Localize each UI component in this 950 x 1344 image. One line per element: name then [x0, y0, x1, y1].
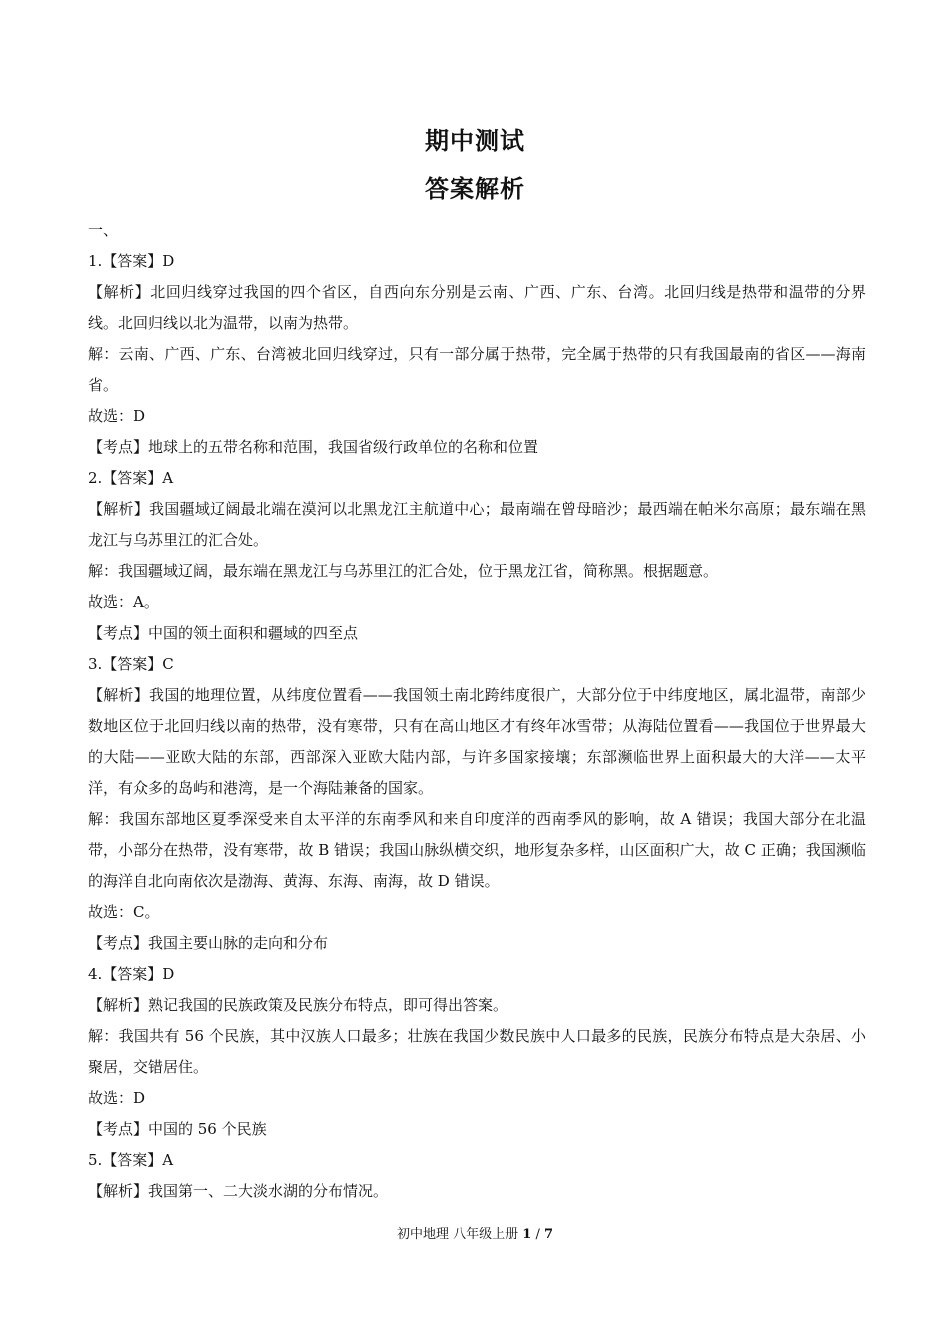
- q2-choice: 故选：A。: [88, 593, 159, 611]
- page-title: 期中测试: [425, 127, 525, 155]
- q4-analysis: 【解析】熟记我国的民族政策及民族分布特点，即可得出答案。: [88, 996, 509, 1014]
- q1-point: 【考点】地球上的五带名称和范围，我国省级行政单位的名称和位置: [88, 438, 539, 456]
- q2-point: 【考点】中国的领土面积和疆域的四至点: [88, 624, 359, 642]
- q1-choice: 故选：D: [88, 407, 146, 425]
- q3-answer: 3.【答案】C: [88, 655, 174, 673]
- q4-choice: 故选：D: [88, 1089, 146, 1107]
- footer-page-current: 1: [522, 1227, 532, 1242]
- footer-subject: 初中地理 八年级上册: [396, 1227, 519, 1242]
- page-subtitle: 答案解析: [425, 175, 525, 203]
- answer-content: [88, 215, 866, 1207]
- q1-solution: 解：云南、广西、广东、台湾被北回归线穿过，只有一部分属于热带，完全属于热带的只有我国最南的省区——海南省。: [88, 345, 866, 394]
- q3-solution: 解：我国东部地区夏季深受来自太平洋的东南季风和来自印度洋的西南季风的影响，故 A 错误；我国大部分在北温带，小部分在热带，没有寒带，故 B 错误；我国山脉纵横交织，地形复杂多样，山区面积广大，故 C 正确；我国濒临的海洋自北向南依次是渤海、黄海、东海、南海，故 D 错误。: [88, 810, 866, 890]
- footer-page-separator: /: [535, 1227, 540, 1242]
- q2-answer: 2.【答案】A: [88, 469, 174, 487]
- q3-point: 【考点】我国主要山脉的走向和分布: [88, 934, 329, 952]
- q1-analysis: 【解析】北回归线穿过我国的四个省区，自西向东分别是云南、广西、广东、台湾。北回归线是热带和温带的分界线。北回归线以北为温带，以南为热带。: [88, 283, 866, 332]
- q3-analysis: 【解析】我国的地理位置，从纬度位置看——我国领土南北跨纬度很广，大部分位于中纬度地区，属北温带，南部少数地区位于北回归线以南的热带，没有寒带，只有在高山地区才有终年冰雪带；从海陆位置看——我国位于世界最大的大陆——亚欧大陆的东部，西部深入亚欧大陆内部，与许多国家接壤；东部濒临世界上面积最大的大洋——太平洋，有众多的岛屿和港湾，是一个海陆兼备的国家。: [88, 686, 866, 797]
- q2-solution: 解：我国疆域辽阔，最东端在黑龙江与乌苏里江的汇合处，位于黑龙江省，简称黑。根据题意。: [88, 562, 719, 580]
- page-footer: [0, 1225, 950, 1245]
- section-label: 一、: [88, 221, 119, 239]
- q5-analysis: 【解析】我国第一、二大淡水湖的分布情况。: [88, 1182, 389, 1200]
- q2-analysis: 【解析】我国疆域辽阔最北端在漠河以北黑龙江主航道中心；最南端在曾母暗沙；最西端在帕米尔高原；最东端在黑龙江与乌苏里江的汇合处。: [88, 500, 866, 549]
- q4-answer: 4.【答案】D: [88, 965, 175, 983]
- q3-choice: 故选：C。: [88, 903, 160, 921]
- footer-page-total: 7: [543, 1227, 554, 1242]
- q1-answer: 1.【答案】D: [88, 252, 175, 270]
- q4-point: 【考点】中国的 56 个民族: [88, 1120, 267, 1138]
- q5-answer: 5.【答案】A: [88, 1151, 174, 1169]
- q4-solution: 解：我国共有 56 个民族，其中汉族人口最多；壮族在我国少数民族中人口最多的民族，民族分布特点是大杂居、小聚居，交错居住。: [88, 1027, 866, 1076]
